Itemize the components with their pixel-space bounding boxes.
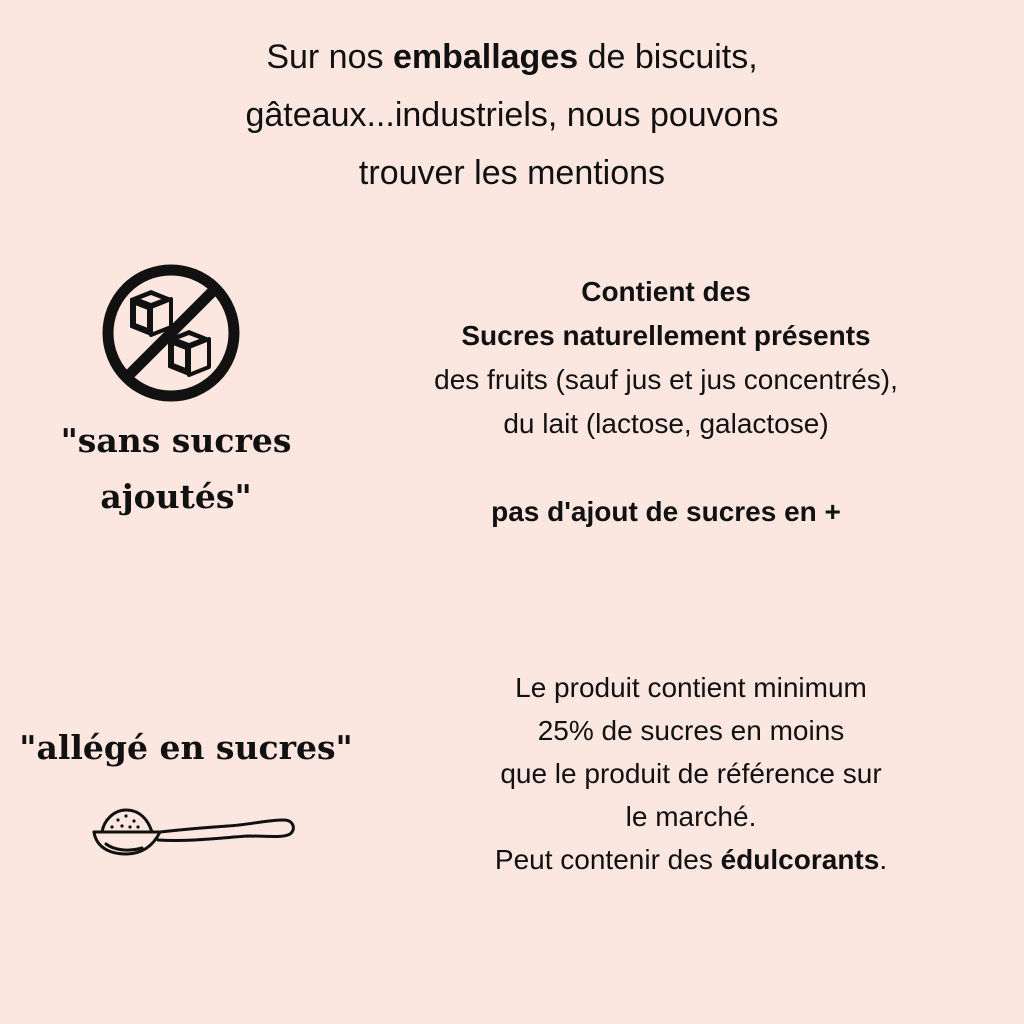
intro-line-1-end: de biscuits, <box>578 38 758 76</box>
sugar-spoon-icon <box>88 796 300 860</box>
mention-sans-sucres-ajoutes <box>40 413 312 525</box>
mention-1-desc-line-1: Contient des <box>581 276 751 307</box>
mention-1-desc-line-3: des fruits (sauf jus et jus concentrés), <box>434 364 898 395</box>
mention-1-desc-line-4: du lait (lactose, galactose) <box>503 408 829 439</box>
mention-2-desc-line-2: 25% de sucres en moins <box>537 715 845 746</box>
mention-2-desc-line-5-end: . <box>879 844 888 875</box>
mention-1-desc-line-5: pas d'ajout de sucres en + <box>491 496 841 527</box>
mention-2-desc-line-3: que le produit de référence sur <box>500 758 882 789</box>
intro-line-2: gâteaux...industriels, nous pouvons <box>245 96 779 134</box>
mention-1-label-line-2: ajoutés" <box>100 477 252 516</box>
intro-keyword-emballages: emballages <box>392 38 579 76</box>
mention-1-label-line-1: "sans sucres <box>60 421 292 460</box>
no-sugar-cubes-icon <box>101 263 241 403</box>
mention-2-keyword-edulcorants: édulcorants <box>720 844 880 875</box>
mention-2-desc-line-5 <box>384 838 998 881</box>
mention-allege-en-sucres: "allégé en sucres" <box>19 728 353 767</box>
intro-text <box>0 28 1024 202</box>
intro-line-1 <box>0 28 1024 86</box>
mention-2-desc-line-5-start: Peut contenir des <box>494 844 721 875</box>
mention-2-description <box>384 666 998 881</box>
mention-1-desc-line-2: Sucres naturellement présents <box>461 320 871 351</box>
intro-line-1-start: Sur nos <box>266 38 393 76</box>
mention-2-desc-line-1: Le produit contient minimum <box>515 672 867 703</box>
mention-1-desc-spacer <box>354 446 978 490</box>
mention-1-description <box>354 270 978 534</box>
intro-line-3: trouver les mentions <box>358 154 666 192</box>
mention-2-desc-line-4: le marché. <box>625 801 757 832</box>
